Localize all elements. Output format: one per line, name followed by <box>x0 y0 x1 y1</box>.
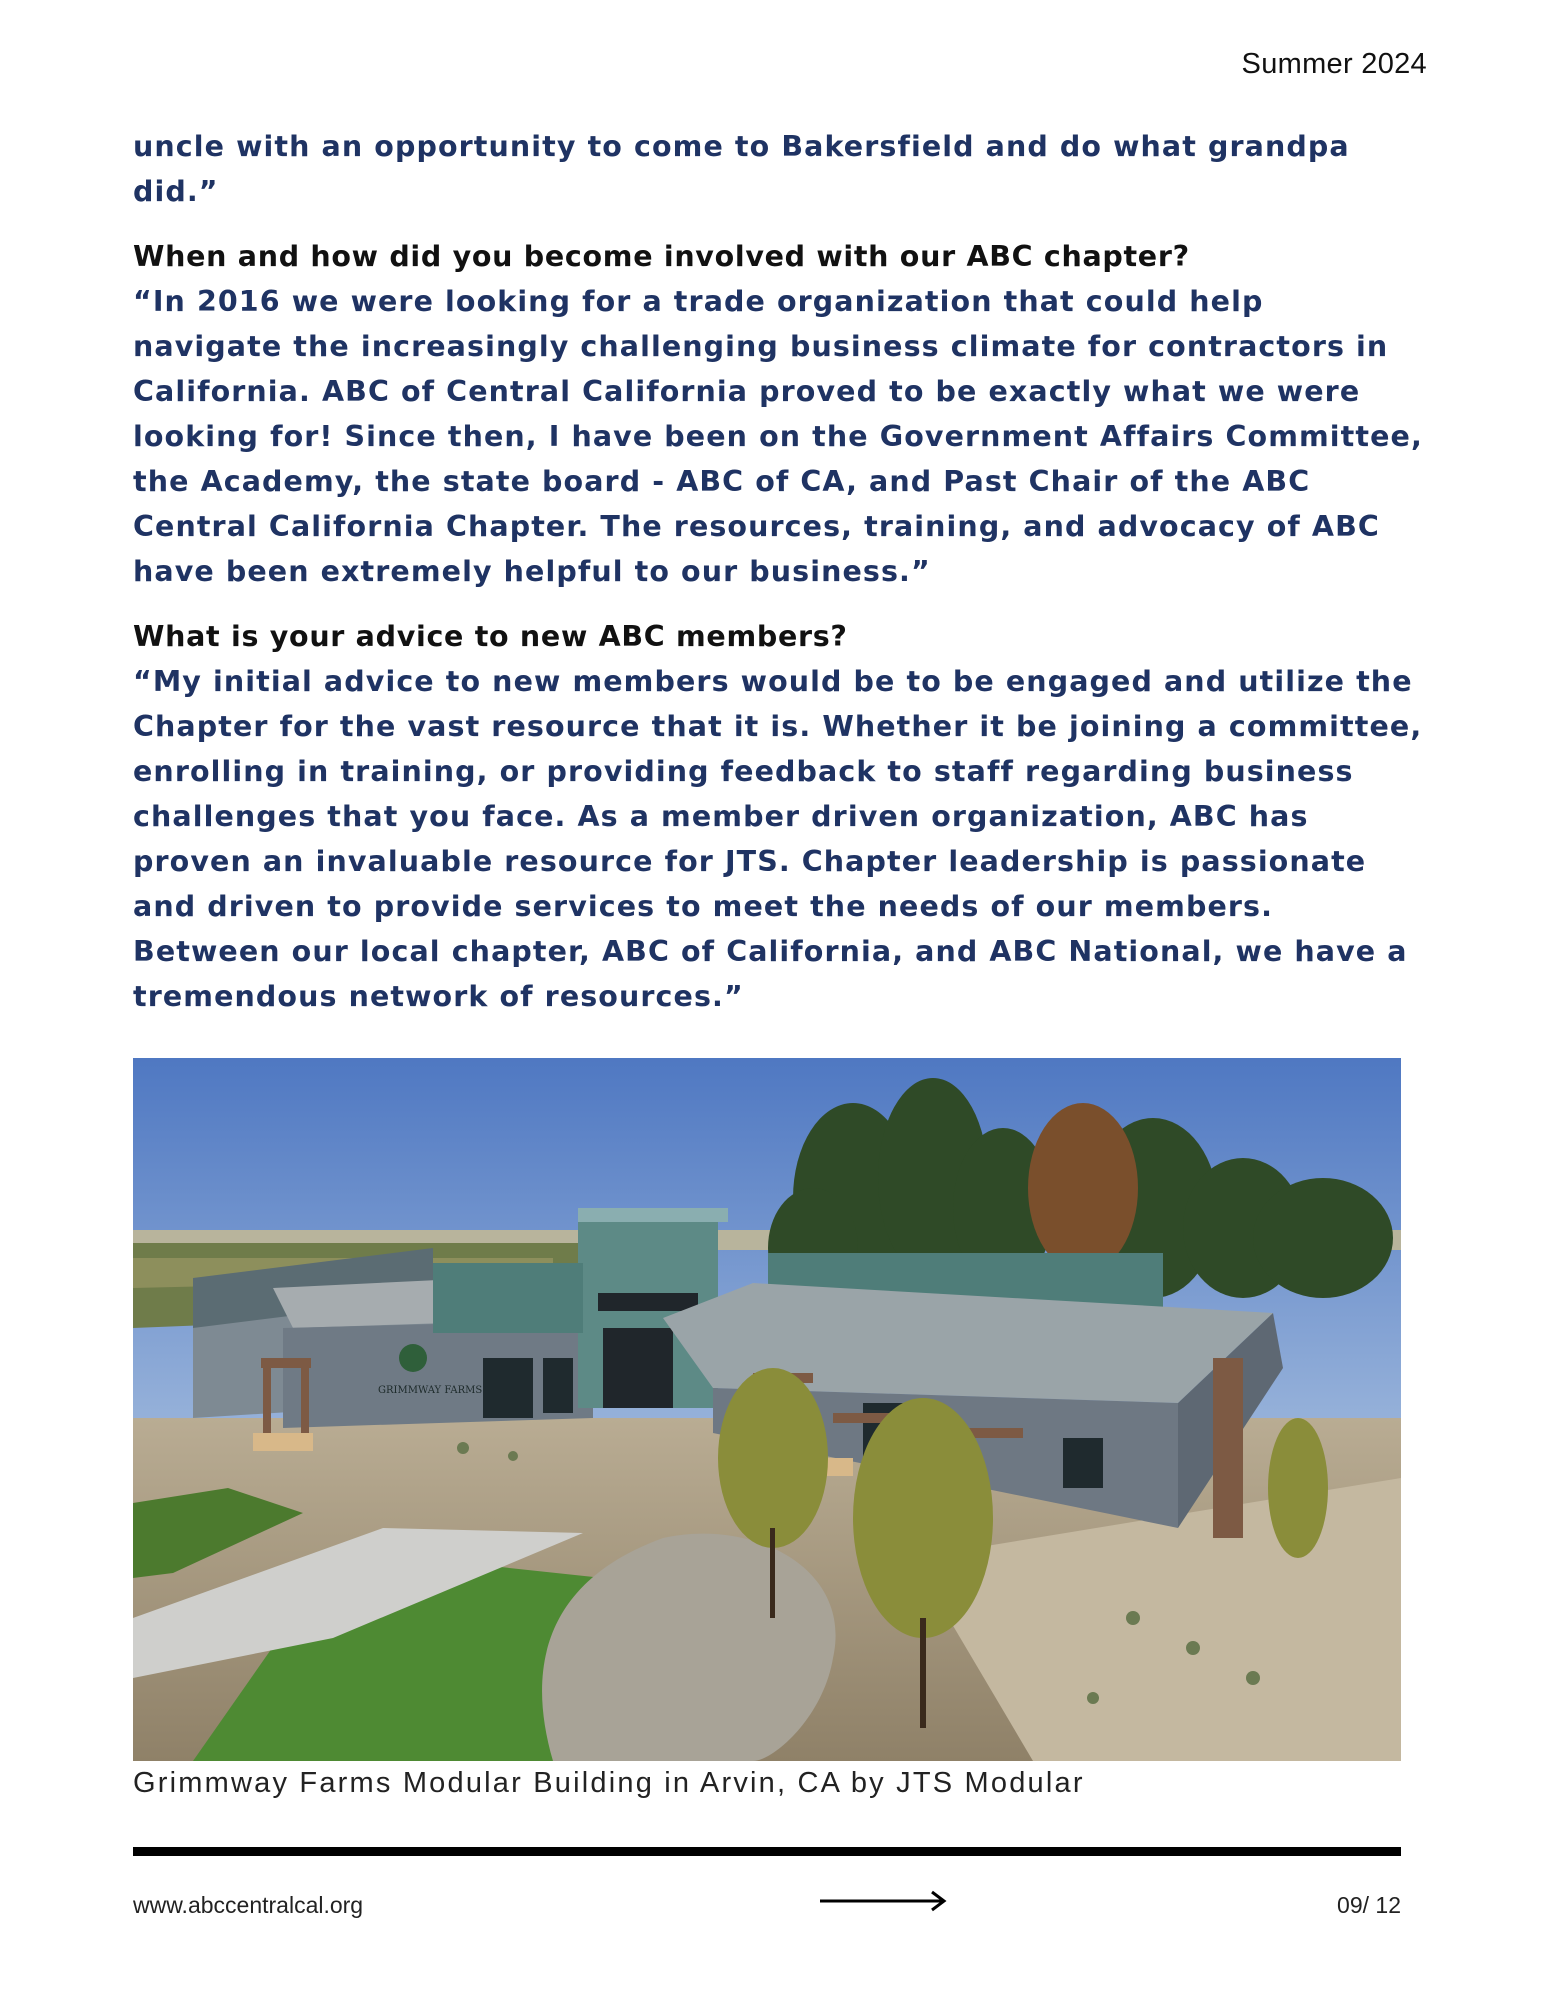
photo-caption: Grimmway Farms Modular Building in Arvin, CA by JTS Modular <box>133 1767 1085 1799</box>
continued-quote: uncle with an opportunity to come to Bakersfield and do what grandpa did.” <box>133 130 1350 208</box>
answer-text: “My initial advice to new members would be to be engaged and utilize the Chapter for the vast resource that it is. Whether it be joining a committee, enrolling in training, or providing feedback to staff regarding business challenges that you face. As a member driven organization, ABC has proven an invaluable resource for JTS. Chapter leadership is passionate and driven to provide services to meet the needs of our members. Between our local chapter, ABC of California, and ABC National, we have a tremendous network of resources.” <box>133 665 1423 1013</box>
footer-website-link[interactable]: www.abccentralcal.org <box>133 1892 364 1918</box>
question-heading: When and how did you become involved with our ABC chapter? <box>133 240 1190 273</box>
issue-date: Summer 2024 <box>1241 48 1427 80</box>
right-arrow-icon[interactable] <box>820 1889 950 1913</box>
building-sign-text: GRIMMWAY FARMS <box>378 1385 483 1396</box>
answer-text: “In 2016 we were looking for a trade organization that could help navigate the increasingly challenging business climate for contractors in California. ABC of Central California proved to be exactly what we were looking for! Since then, I have been on the Government Affairs Committee, the Academy, the state board - ABC of CA, and Past Chair of the ABC Central California Chapter. The resources, training, and advocacy of ABC have been extremely helpful to our business.” <box>133 285 1423 588</box>
question-heading: What is your advice to new ABC members? <box>133 620 848 653</box>
footer-divider <box>133 1847 1401 1856</box>
article-body <box>133 124 1423 1019</box>
building-photo <box>133 1058 1401 1761</box>
page-number: 09/ 12 <box>1337 1892 1401 1918</box>
